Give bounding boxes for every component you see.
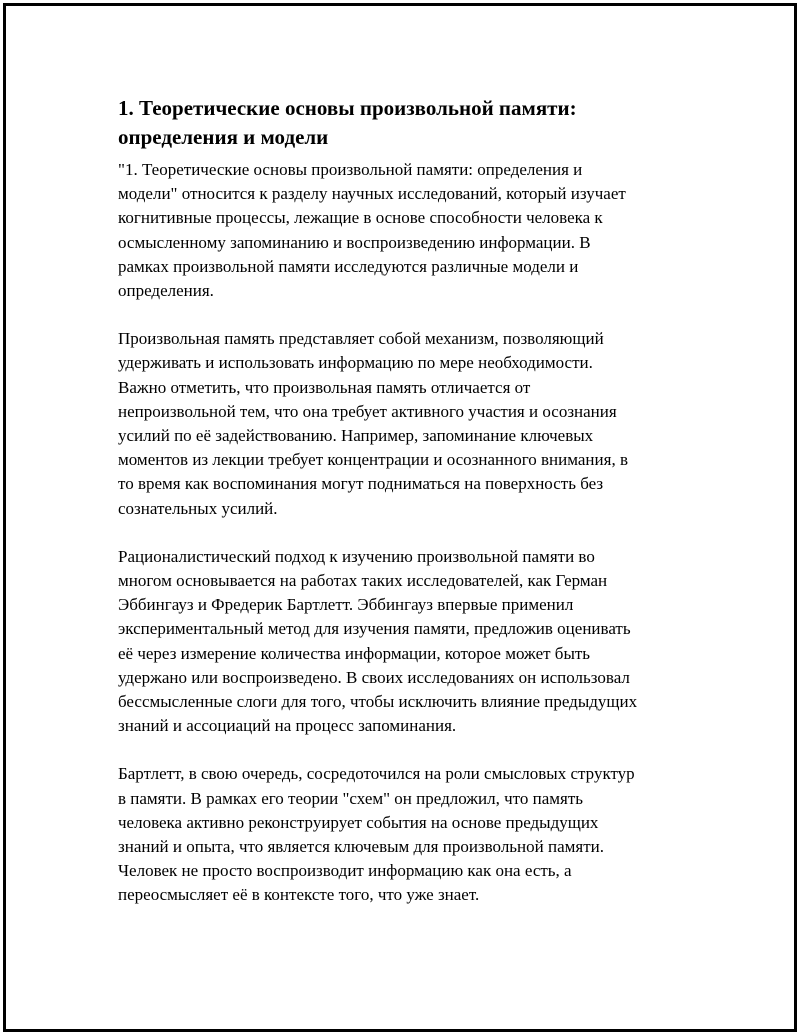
- paragraph-bartlett: Бартлетт, в свою очередь, сосредоточился на роли смысловых структур в памяти. В рамках его теории "схем" он предложил, что память человека активно реконструирует события на основе предыдущих знаний и опыта, что является ключевым для произвольной памяти. Человек не просто воспроизводит информацию как она есть, а переосмысляет её в контексте того, что уже знает.: [118, 764, 635, 905]
- document-body: [118, 94, 686, 932]
- section-heading: 1. Теоретические основы произвольной памяти: определения и модели: [118, 96, 577, 149]
- paragraph-rationalist-approach: Рационалистический подход к изучению произвольной памяти во многом основывается на работах таких исследователей, как Герман Эббингауз и Фредерик Бартлетт. Эббингауз впервые применил экспериментальный метод для изучения памяти, предложив оценивать её через измерение количества информации, которое может быть удержано или воспроизведено. В своих исследованиях он использовал бессмысленные слоги для того, чтобы исключить влияние предыдущих знаний и ассоциаций на процесс запоминания.: [118, 546, 638, 736]
- paragraph-intro: "1. Теоретические основы произвольной памяти: определения и модели" относится к разделу научных исследований, который изучает когнитивные процессы, лежащие в основе способности человека к осмысленному запоминанию и воспроизведению информации. В рамках произвольной памяти исследуются различные модели и определения.: [118, 160, 626, 301]
- paragraph-voluntary-memory: Произвольная память представляет собой механизм, позволяющий удерживать и использовать информацию по мере необходимости. Важно отметить, что произвольная память отличается от непроизвольной тем, что она требует активного участия и осознания усилий по её задействованию. Например, запоминание ключевых моментов из лекции требует концентрации и осознанного внимания, в то время как воспоминания могут подниматься на поверхность без сознательных усилий.: [118, 329, 628, 518]
